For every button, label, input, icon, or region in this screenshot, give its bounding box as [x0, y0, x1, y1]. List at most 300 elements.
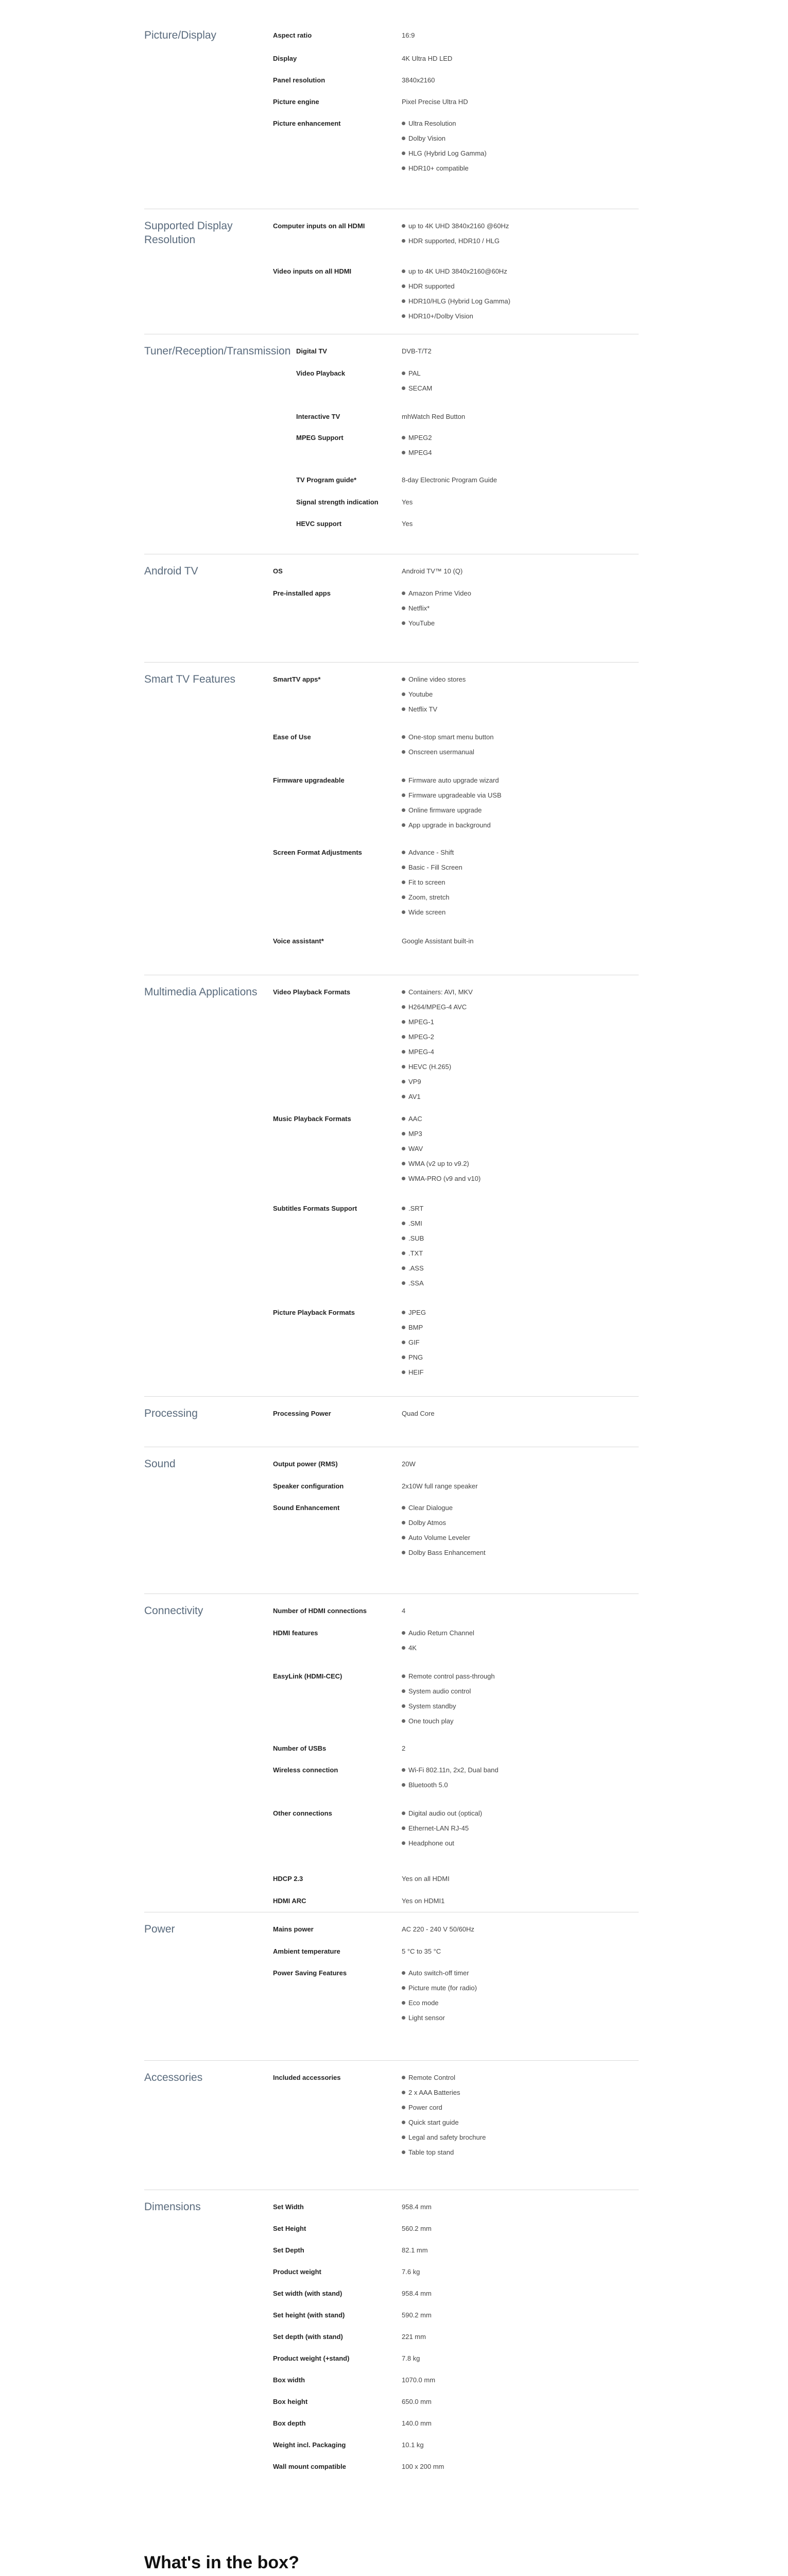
- bullet-item: [402, 1159, 633, 1174]
- spec-values: [402, 589, 633, 634]
- spec-value: AAC: [408, 1115, 422, 1123]
- spec-value: 20W: [402, 1460, 416, 1468]
- spec-label: Product weight (+stand): [273, 2354, 350, 2362]
- bullet-icon: [402, 895, 405, 899]
- spec-value: HDR10+/Dolby Vision: [408, 312, 473, 320]
- bullet-item: [402, 1323, 633, 1338]
- bullet-item: [402, 1984, 633, 1998]
- spec-label: HDMI ARC: [273, 1897, 306, 1905]
- spec-value: AV1: [408, 1093, 421, 1100]
- section-title: Supported Display Resolution: [144, 220, 233, 246]
- spec-value: Yes: [402, 520, 413, 528]
- bullet-icon: [402, 606, 405, 610]
- spec-value: 140.0 mm: [402, 2419, 432, 2427]
- spec-values: [402, 119, 633, 179]
- bullet-item: [402, 690, 633, 705]
- spec-value: 958.4 mm: [402, 2203, 432, 2211]
- spec-value: .SMI: [408, 1219, 422, 1227]
- section-title: Accessories: [144, 2072, 203, 2083]
- spec-value: .TXT: [408, 1249, 423, 1257]
- spec-label: Output power (RMS): [273, 1460, 338, 1468]
- spec-values: [402, 1874, 633, 1889]
- spec-label: Interactive TV: [296, 413, 340, 420]
- spec-value: HDR supported: [408, 282, 455, 290]
- bullet-item: [402, 369, 633, 384]
- bullet-icon: [402, 299, 405, 303]
- spec-label: SmartTV apps*: [273, 675, 321, 683]
- spec-value: Google Assistant built-in: [402, 937, 474, 945]
- section-sound: [144, 1447, 639, 1594]
- section-android-tv: [144, 554, 639, 662]
- spec-values: [402, 1672, 633, 1732]
- spec-label: EasyLink (HDMI-CEC): [273, 1672, 342, 1680]
- spec-values: [402, 476, 633, 490]
- section-title: Tuner/Reception/Transmission: [144, 345, 291, 357]
- spec-value: 2: [402, 1744, 406, 1752]
- spec-values: [402, 2397, 633, 2412]
- spec-label: Set height (with stand): [273, 2311, 345, 2319]
- spec-value: Yes on HDMI1: [402, 1897, 445, 1905]
- spec-label: Digital TV: [296, 347, 327, 355]
- bullet-icon: [402, 451, 405, 454]
- bullet-icon: [402, 1162, 405, 1165]
- spec-label: Other connections: [273, 1809, 332, 1817]
- spec-value: HDR10+ compatible: [408, 164, 469, 172]
- spec-value: Pixel Precise Ultra HD: [402, 98, 468, 106]
- bullet-icon: [402, 808, 405, 812]
- spec-values: [402, 2419, 633, 2434]
- bullet-icon: [402, 1783, 405, 1787]
- bullet-item: [402, 1264, 633, 1279]
- spec-label: Set Height: [273, 2225, 306, 2232]
- bullet-icon: [402, 851, 405, 854]
- bullet-icon: [402, 1646, 405, 1650]
- bullet-item: [402, 776, 633, 791]
- spec-value: Light sensor: [408, 2014, 445, 2022]
- bullet-item: [402, 1144, 633, 1159]
- spec-value: MP3: [408, 1130, 422, 1138]
- bullet-icon: [402, 166, 405, 170]
- bullet-icon: [402, 1341, 405, 1344]
- bullet-icon: [402, 2106, 405, 2109]
- bullet-item: [402, 2148, 633, 2163]
- spec-value: Auto Volume Leveler: [408, 1534, 470, 1541]
- spec-value: Android TV™ 10 (Q): [402, 567, 463, 575]
- bullet-icon: [402, 1689, 405, 1693]
- bullet-icon: [402, 1631, 405, 1635]
- spec-values: [402, 1460, 633, 1475]
- bullet-icon: [402, 1065, 405, 1069]
- bullet-icon: [402, 880, 405, 884]
- spec-label: Screen Format Adjustments: [273, 849, 362, 856]
- bullet-item: [402, 282, 633, 297]
- spec-value: HDR supported, HDR10 / HLG: [408, 237, 500, 245]
- spec-label: Aspect ratio: [273, 31, 312, 39]
- spec-value: System audio control: [408, 1687, 471, 1695]
- bullet-item: [402, 1548, 633, 1563]
- bullet-item: [402, 733, 633, 748]
- bullet-icon: [402, 1719, 405, 1723]
- spec-label: Processing Power: [273, 1410, 331, 1417]
- spec-value: JPEG: [408, 1309, 426, 1316]
- bullet-item: [402, 2118, 633, 2133]
- bullet-icon: [402, 284, 405, 288]
- bullet-icon: [402, 1005, 405, 1009]
- bullet-item: [402, 1338, 633, 1353]
- spec-values: [402, 675, 633, 720]
- section-processing: [144, 1396, 639, 1447]
- spec-value: Audio Return Channel: [408, 1629, 474, 1637]
- bullet-item: [402, 164, 633, 179]
- spec-values: [402, 1204, 633, 1294]
- section-power: [144, 1912, 639, 2060]
- spec-label: Voice assistant*: [273, 937, 324, 945]
- bullet-icon: [402, 1050, 405, 1054]
- spec-value: Netflix TV: [408, 705, 438, 713]
- spec-values: [402, 1409, 633, 1424]
- spec-values: [402, 1308, 633, 1383]
- spec-values: [402, 54, 633, 69]
- bullet-icon: [402, 436, 405, 439]
- spec-value: Dolby Bass Enhancement: [408, 1549, 486, 1556]
- bullet-item: [402, 908, 633, 923]
- bullet-item: [402, 1998, 633, 2013]
- spec-label: Wireless connection: [273, 1766, 338, 1774]
- bullet-item: [402, 1129, 633, 1144]
- spec-values: [402, 2354, 633, 2369]
- spec-values: [402, 2311, 633, 2326]
- spec-value: 7.8 kg: [402, 2354, 420, 2362]
- spec-value: Quad Core: [402, 1410, 435, 1417]
- bullet-icon: [402, 1811, 405, 1815]
- bullet-item: [402, 1629, 633, 1643]
- spec-values: [402, 1606, 633, 1621]
- bullet-item: [402, 2073, 633, 2088]
- bullet-icon: [402, 224, 405, 228]
- bullet-item: [402, 2103, 633, 2118]
- bullet-icon: [402, 2076, 405, 2079]
- bullet-item: [402, 1353, 633, 1368]
- bullet-icon: [402, 707, 405, 711]
- bullet-icon: [402, 621, 405, 625]
- bullet-item: [402, 236, 633, 251]
- spec-values: [402, 2202, 633, 2217]
- bullet-icon: [402, 1704, 405, 1708]
- bullet-icon: [402, 1355, 405, 1359]
- spec-label: Set Depth: [273, 2246, 304, 2254]
- bullet-item: [402, 1643, 633, 1658]
- bullet-item: [402, 119, 633, 134]
- spec-value: WMA-PRO (v9 and v10): [408, 1175, 481, 1182]
- bullet-icon: [402, 1506, 405, 1510]
- spec-label: Music Playback Formats: [273, 1115, 351, 1123]
- bullet-icon: [402, 1035, 405, 1039]
- spec-label: Picture Playback Formats: [273, 1309, 355, 1316]
- spec-value: Ultra Resolution: [408, 120, 456, 127]
- spec-value: VP9: [408, 1078, 421, 1086]
- section-smart-tv-features: [144, 662, 639, 975]
- spec-value: 590.2 mm: [402, 2311, 432, 2319]
- bullet-item: [402, 1518, 633, 1533]
- spec-values: [402, 1896, 633, 1911]
- bullet-icon: [402, 371, 405, 375]
- bullet-item: [402, 149, 633, 164]
- bullet-icon: [402, 1536, 405, 1539]
- spec-values: [402, 1766, 633, 1795]
- bullet-icon: [402, 793, 405, 797]
- spec-values: [402, 1503, 633, 1563]
- spec-values: [402, 1114, 633, 1189]
- section-title: Processing: [144, 1408, 198, 1419]
- spec-label: Subtitles Formats Support: [273, 1205, 357, 1212]
- spec-value: MPEG4: [408, 449, 432, 456]
- spec-values: [402, 412, 633, 427]
- bullet-item: [402, 1717, 633, 1732]
- bullet-item: [402, 1003, 633, 1018]
- spec-value: Quick start guide: [408, 2119, 459, 2126]
- bullet-item: [402, 2013, 633, 2028]
- spec-value: 10.1 kg: [402, 2441, 424, 2449]
- spec-value: HDR10/HLG (Hybrid Log Gamma): [408, 297, 510, 305]
- bullet-icon: [402, 2121, 405, 2124]
- bullet-icon: [402, 1986, 405, 1990]
- spec-value: Ethernet-LAN RJ-45: [408, 1824, 469, 1832]
- bullet-item: [402, 1687, 633, 1702]
- spec-value: Advance - Shift: [408, 849, 454, 856]
- spec-label: Box depth: [273, 2419, 306, 2427]
- spec-values: [402, 848, 633, 923]
- spec-value: AC 220 - 240 V 50/60Hz: [402, 1925, 474, 1933]
- bullet-icon: [402, 314, 405, 318]
- spec-value: mhWatch Red Button: [402, 413, 466, 420]
- spec-value: MPEG-4: [408, 1048, 434, 1056]
- spec-value: PNG: [408, 1353, 423, 1361]
- bullet-item: [402, 675, 633, 690]
- spec-value: Wi-Fi 802.11n, 2x2, Dual band: [408, 1766, 499, 1774]
- spec-value: H264/MPEG-4 AVC: [408, 1003, 467, 1011]
- bullet-icon: [402, 1095, 405, 1098]
- spec-value: 4: [402, 1607, 406, 1615]
- spec-label: Power Saving Features: [273, 1969, 347, 1977]
- spec-label: Firmware upgradeable: [273, 776, 345, 784]
- section-title: Picture/Display: [144, 29, 217, 41]
- spec-label: TV Program guide*: [296, 476, 357, 484]
- bullet-item: [402, 297, 633, 312]
- spec-value: .SSA: [408, 1279, 424, 1287]
- bullet-item: [402, 791, 633, 806]
- spec-values: [402, 347, 633, 362]
- bullet-item: [402, 312, 633, 327]
- bullet-item: [402, 1839, 633, 1854]
- bullet-item: [402, 1824, 633, 1839]
- spec-values: [402, 937, 633, 952]
- spec-value: Online video stores: [408, 675, 466, 683]
- spec-value: 1070.0 mm: [402, 2376, 436, 2384]
- spec-value: HEIF: [408, 1368, 424, 1376]
- spec-value: 3840x2160: [402, 76, 435, 84]
- spec-value: Youtube: [408, 690, 433, 698]
- spec-value: Containers: AVI, MKV: [408, 988, 473, 996]
- spec-label: Ambient temperature: [273, 1947, 340, 1955]
- bullet-icon: [402, 1370, 405, 1374]
- spec-value: 100 x 200 mm: [402, 2463, 444, 2470]
- spec-values: [402, 2267, 633, 2282]
- spec-value: Fit to screen: [408, 878, 446, 886]
- bullet-icon: [402, 823, 405, 827]
- spec-value: GIF: [408, 1338, 420, 1346]
- section-tuner-reception-transmission: [144, 334, 639, 554]
- spec-label: Product weight: [273, 2268, 321, 2276]
- spec-label: Set width (with stand): [273, 2290, 342, 2297]
- bullet-icon: [402, 692, 405, 696]
- bullet-item: [402, 1368, 633, 1383]
- spec-label: Computer inputs on all HDMI: [273, 222, 365, 230]
- spec-values: [402, 733, 633, 762]
- bullet-icon: [402, 1826, 405, 1830]
- bullet-icon: [402, 2001, 405, 2005]
- bullet-icon: [402, 1236, 405, 1240]
- spec-value: Table top stand: [408, 2148, 454, 2156]
- spec-value: Legal and safety brochure: [408, 2133, 486, 2141]
- section-divider: [144, 2060, 639, 2061]
- spec-values: [402, 567, 633, 582]
- spec-values: [402, 267, 633, 327]
- section-accessories: [144, 2060, 639, 2190]
- spec-value: Headphone out: [408, 1839, 454, 1847]
- bullet-item: [402, 384, 633, 399]
- bullet-icon: [402, 866, 405, 869]
- bullet-icon: [402, 677, 405, 681]
- bullet-item: [402, 433, 633, 448]
- section-connectivity: [144, 1594, 639, 1912]
- bullet-item: [402, 863, 633, 878]
- bullet-icon: [402, 910, 405, 914]
- spec-label: Picture engine: [273, 98, 319, 106]
- spec-value: MPEG-1: [408, 1018, 434, 1026]
- bullet-icon: [402, 778, 405, 782]
- spec-values: [402, 1629, 633, 1658]
- spec-value: DVB-T/T2: [402, 347, 432, 355]
- bullet-item: [402, 1672, 633, 1687]
- spec-value: Wide screen: [408, 908, 446, 916]
- spec-value: .SUB: [408, 1234, 424, 1242]
- spec-value: BMP: [408, 1324, 423, 1331]
- spec-values: [402, 2246, 633, 2261]
- spec-label: Signal strength indication: [296, 498, 379, 506]
- spec-value: Onscreen usermanual: [408, 748, 474, 756]
- spec-value: Dolby Atmos: [408, 1519, 446, 1527]
- spec-value: SECAM: [408, 384, 433, 392]
- spec-label: Video Playback: [296, 369, 346, 377]
- bullet-icon: [402, 2091, 405, 2094]
- spec-value: PAL: [408, 369, 421, 377]
- bullet-item: [402, 619, 633, 634]
- bullet-icon: [402, 1117, 405, 1121]
- bullet-item: [402, 821, 633, 836]
- bullet-icon: [402, 1266, 405, 1270]
- spec-label: HEVC support: [296, 520, 342, 528]
- bullet-item: [402, 222, 633, 236]
- section-picture-display: [144, 18, 639, 209]
- bullet-item: [402, 748, 633, 762]
- spec-label: Box height: [273, 2398, 308, 2405]
- spec-value: 4K Ultra HD LED: [402, 55, 453, 62]
- spec-value: Yes on all HDMI: [402, 1875, 450, 1883]
- bullet-icon: [402, 1971, 405, 1975]
- bullet-icon: [402, 2150, 405, 2154]
- spec-value: Basic - Fill Screen: [408, 863, 462, 871]
- spec-value: 4K: [408, 1644, 417, 1652]
- spec-label: HDCP 2.3: [273, 1875, 303, 1883]
- bullet-item: [402, 1702, 633, 1717]
- bullet-icon: [402, 990, 405, 994]
- bullet-icon: [402, 1207, 405, 1210]
- spec-values: [402, 2462, 633, 2477]
- bullet-item: [402, 1781, 633, 1795]
- spec-label: Mains power: [273, 1925, 314, 1933]
- bullet-item: [402, 267, 633, 282]
- spec-value: App upgrade in background: [408, 821, 491, 829]
- section-supported-display-resolution: [144, 209, 639, 334]
- spec-label: Weight incl. Packaging: [273, 2441, 346, 2449]
- spec-values: [402, 369, 633, 399]
- bullet-item: [402, 1174, 633, 1189]
- bullet-icon: [402, 269, 405, 273]
- bullet-item: [402, 1969, 633, 1984]
- spec-values: [402, 2224, 633, 2239]
- spec-value: Dolby Vision: [408, 134, 446, 142]
- spec-value: 7.6 kg: [402, 2268, 420, 2276]
- spec-value: Firmware auto upgrade wizard: [408, 776, 499, 784]
- bullet-item: [402, 1809, 633, 1824]
- bullet-item: [402, 1032, 633, 1047]
- spec-value: 8-day Electronic Program Guide: [402, 476, 497, 484]
- bullet-item: [402, 988, 633, 1003]
- bullet-item: [402, 2088, 633, 2103]
- spec-value: One touch play: [408, 1717, 454, 1725]
- spec-label: Pre-installed apps: [273, 589, 331, 597]
- spec-values: [402, 2376, 633, 2391]
- spec-value: Zoom, stretch: [408, 893, 450, 901]
- spec-value: Remote Control: [408, 2074, 456, 2081]
- bullet-icon: [402, 137, 405, 140]
- spec-values: [402, 988, 633, 1107]
- spec-values: [402, 1969, 633, 2028]
- spec-label: Video inputs on all HDMI: [273, 267, 352, 275]
- bullet-icon: [402, 1674, 405, 1678]
- bullet-icon: [402, 1222, 405, 1225]
- spec-label: OS: [273, 567, 283, 575]
- spec-values: [402, 498, 633, 513]
- section-multimedia-applications: [144, 975, 639, 1396]
- spec-value: HLG (Hybrid Log Gamma): [408, 149, 487, 157]
- spec-values: [402, 1482, 633, 1497]
- spec-value: Digital audio out (optical): [408, 1809, 483, 1817]
- bullet-item: [402, 1018, 633, 1032]
- bullet-icon: [402, 1020, 405, 1024]
- spec-value: WAV: [408, 1145, 423, 1153]
- spec-value: 650.0 mm: [402, 2398, 432, 2405]
- spec-values: [402, 97, 633, 112]
- spec-value: Picture mute (for radio): [408, 1984, 477, 1992]
- bullet-icon: [402, 2136, 405, 2139]
- spec-label: Set depth (with stand): [273, 2333, 343, 2341]
- bullet-icon: [402, 735, 405, 739]
- section-title: Dimensions: [144, 2201, 201, 2213]
- bullet-item: [402, 1308, 633, 1323]
- spec-value: Firmware upgradeable via USB: [408, 791, 502, 799]
- spec-value: Auto switch-off timer: [408, 1969, 469, 1977]
